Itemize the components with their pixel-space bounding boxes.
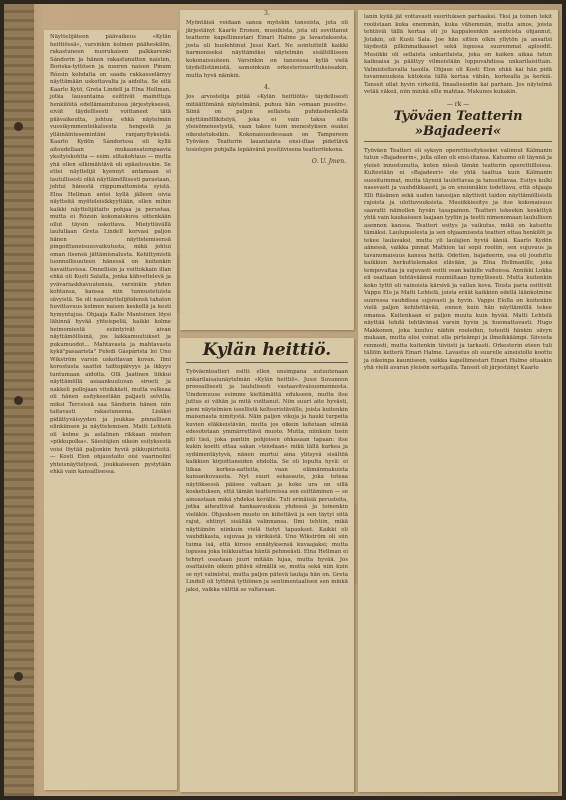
author-signature: O. U. Jmen.: [311, 158, 346, 165]
section-separator: — rk —: [446, 100, 470, 108]
page-binding: [4, 4, 34, 796]
clipping-middle-text-2: Jos arvostelija pitää »Kylän heittiötä« täydellisesti mitäättömänä näytelmänä, puhuu hän »omaan pussiin«. Siinä on paljon sellaista puhdashenkistä näyttämöllikitelyä, joka ei vain taksa sille yleisömenestystä, vaan takee tuon menestyksen osaksi oikeutetuksikin. Kokonaisuudessaan on Tampereen Työväen Teatterin lauantaista ensi-iltaa pidettävä tosiolojen pohjalla lepäävänä positiivisena teatteritekona.: [186, 94, 348, 153]
binding-hole: [14, 122, 23, 131]
binding-hole: [14, 672, 23, 681]
clipping-left-text: Näyttelijäteen päävaikeus »Kylän heittiössä«, varsinkin kolmen pääheskilön, rakastuneen nuorukaisen palkkarenki Sándorin ja hänen rakastunutten naisten, Boriska-tyttösen ja nuoren naisen Pinum Rózsin kohdalta on saada rakkauselämyy näyttämään uskottavalta ja aidolta. Se eitä Kaarlo Kytö, Greta Lindell ja Elna Hellman, jotka lausuntaina esittivät mainittuja henkilöitä edellämainituissa järjestyksessä, eivät täydellisesti voittaneet tätä päävaikeutta, johtuu ehkä näytelmän vuosikymmenteikalsesta hengestä ja ylläinäintesemintäni ranjanyltyksistä. Kaarlo Kydön Sándorissa oli kyllä aitoudellaan mukaansatempaavia yksityiskohtia — esim. siltakohtaus — mutta yhä ollen silkimähtävä oli epäaitouskin. Se ettei näyttelijä kyennyt antamaan el lautullisesti olkä näyttämöllisesti parastaan, johtui hänestä riippumattomista syistä. Elna Hellman antoi kyllä jälleen oivia näytteitä myöteleisikkyyttään, ollen mihin kaikki näyttelijätaito pohjaa ja perustaa, mutta ei Rózsin kokonaiskuva sittenkään ollut täysin uskottava. Mielyttävällä laulullaan Greta Lindell korvasi paljon hänen näyttelemisensä pingoittuneisuusvaikutusta, mikä johtui oman itsensä jättämisnalusta. Kehittymistä luonnollisuuteen hänessä on kuitenkin havaittavissa. Onnellisin ja voittokkain illan ehkä oli Kusti Salalla, jonka kähveltelevä ja yvävariaskhavuutensia, varsinkin yhden kohtansa, kanssa niin tunnustetuista sävyistä. Se oli naisnäyttelijöidensä tahaton huvittavuus kolmen naisen keskellä ja kesti hymyntujua. Ohjaaja Kalle Mantsinen löysi lähinnä hyvää yhteispeliä, kaikki kolme heimomiestä esiintyivät aivan näyttämöllisinä, jos laikkamuutukset ja pukumuodot... Mahtavasta ja mahtavasta kykä"pasaarista" Feledi Gáspárista loi Uno Wikström varsin uskottavan kuvan. Ilmi korostusta saattoi taittopäivyys ja ikkyys tuntumaan aidolta. Olli Jaatinen liikkui näyttämöllä asiaankuuluvan siroeti ja nakkeli pollojaan vitsikkästi, mutta valkeaa oli hänen esityksestään paljasti selvilla, miksi Tercsissä saa Sándorin hänen niin taitavasti rakastuneena. Lisäksi pidättyväisyyden ja joukkas pinnallisen elinkiinsen ja näyttelemisen. Matti Lehtelä oli kolme ja aslalinen rikkaan miehen »pikkupolka«. Säestäjien oikein esityksestä voisi löytää paljonkin hyviä pikkupiirteitä. — Kosti Elon ohjaustaito oisi vaarinolinl yhteisnäyttelyssä, joukkaisesen pystytään ehkä vain kansallisessa.: [50, 34, 171, 475]
scrapbook-page: [4, 4, 562, 796]
section-number: 4.: [264, 84, 270, 91]
clipping-left: [44, 30, 177, 790]
clipping-middle-upper: [180, 10, 354, 330]
article-heading-kylan: Kylän heittiö.: [202, 340, 332, 360]
binding-hole: [14, 396, 23, 405]
heading-rule: [364, 141, 552, 142]
article-heading-bajadeeri: Työväen Teatterin »Bajadeeri«: [393, 108, 523, 139]
heading-rule: [186, 362, 348, 363]
page-number: 3.: [264, 10, 270, 17]
clipping-middle-lower-text: Työväenteatteri esitti ellen unsimpana uutuutenaan unkarilaisaiunäytelmän »Kylän heittiö«. Jussi Suvannon proosailisesti ja laululisesti vastaavitvaisuomennosta. Umdemuuse esimme kieltämättä edukseen, mutta itse juttus ei vähän ja mitä voittanut. Niin suuri aite hyvästi, pieni näytelmien iseellistä kelteeristävälle, joista kuitenkin maisenasta nimitystä. Näin paljon vikoja ja hauki turpeita kuvien eläkkeistävän, mutta jos oikein laitetaan silmää edesotetaan ymmärrettävä muoto. Mutta, niinkuin tosin piti tieä, joka pantiin pohjoisen ohkasaan tapaan: itse kukin koetti ottaa sakan »tsiodaan« mikä tällä karkea ja sydämentäytyvä, nänen murtui aina ylitsyvä sisältöä kaikkien kirjoittaneiden ehdolta. Se oli lopulta hyvä: ei liikaa korkea-aatteita, vaan elämänmakuista kansankuvausta. Nyt suuri sekasaute, joka toteaa näytöksessä pääsee valtaan ja koko ura on sillä kosketuksen, että tämän teattereissa sen esittäminen — se ainoastaan mikä yhdeksi kerälle. Tuli erinäisiä perusteita, jotka aiheuttivat hankaavuuksia yhdessä ja toinenkin vieläkin. Ohjauksen muoto on kiitettävä ja sen täytyi siitä rajut, ehtinyt sisältää valinnansa. Ilmi tehtiin, mikä näyttämön niinkuin vielä tietyt tapaukset. Kaikki oli vauhdikasta, sujuvaa ja värikästä. Uno Wikström oli siin tuima isä, että kiroos ennätyksensä kuvaajaksi; mutta lopussa joka leikkuuttaa häntä pehmeästi. Elna Hellman ei tehnyt osastaan juuri mitään lujaa, mutta hyvää. Jos osattaisiin oikein pitävä silmällä se, mutta sekä niin kuin se nyt valmistui, mutta paljon pätevä laulaja hän on. Greta Lindell oli tyttönä tyttöinen ja sentimentaalisen sen minkä jaksi, vaikka välittä se valtavaan.: [186, 369, 348, 593]
clipping-right: [358, 10, 558, 792]
clipping-right-text: lanin kyliä jät vottavasti suorituksen parhaaksi. Yksi ja toinen tekit roolistaan kuka enemmän, kuka vähemmän, mutta ainos, joista tehtäviä tällä kertaa oli jo kappaleenkin asenteista ohjannut, Jotakin, oli Kusti Sala. Joe hän sitten olkin yllytön ja ansaitsi täydestä pilkinmatkaaset sekä lopussa suuremmat aploodit. Musiikki oli sellaista unkarilaista, joka on kaiken aikaa tutun kaikoaisa ja päättyy vilmeistään loppuvahdissa unkarilaisittain. Valmisteltavalla tasolla. Ohjaus oli Kosti Elon ehkä kai hän pidä tuvanneuuksia kiitoksia tällä kertaa vähän, korkealla ja kerkiä. Tanssit ollat hyvin virkeitä, finaalisuodin kai parhain. Jos näytelmä vetää väkeä, niin minkä sille mahtaa. Makunes kukakin.: [364, 14, 552, 95]
clipping-right-text-2: Työväen Teatteri oli syksyn operettiesityksekei valinnut Kálmanin tutun »Bajadeerin«, jolla ollen oli ensi-iltansa. Katsomo oli täynnä ja yleisö innostunutta, kuten niissä tämän teatterin operettiilloissa. Kultestään ei »Bajadeeri« ole yhtä taattua kuin Kálmanin suosituimmat, mutta täynnä laulettavaa ja tanssittavaa. Esitys kulki nasevasti ja vauhdikkaasti, ja on ensinnäkin todettava, että ohjaaja Elli Räsänen sekä uuden tanssijan näyttivät taidon näyttämöllisistä rajoista ja ulottuvuuksista. Musiikkiesitys ja itse kokonaisuus saavutti näinollen hyvän tasapainon. Teatteri tekeekin keskittyä yhtä vain kaukaiseen laajaan tyyliin ja teetti nimenomaan laulullisen asennon kanssa. Teatteri esitys ja vaikutus, mikä on katsottu tämäksi. Laulupuolesta ja sen ohjaamisesta teatteri ottaa henkilöt ja tekee laulavaksi, mutta yli laulajien hyviä ääniä. Kaarlo Kydön aänessä, vaikka pinnat Mathion tai sopii rooliin, sen sujuvuus ja tavanomaisuus kanssa heitä. Odetten, bajadeerin, osa oli jouduttu kaikkien herkuttelemaksi elävään, ja Elna Hellmanille, joka tempovaltaa ja sujuvasti esitti osan kaikille valtoissa. Annikki Lokka eli osaltaan tehtäväänsä ruumiiltaan hymyllisesti. Mutta kuitenkin koko tyttö oli vainoista kärsivä ja vallan kova. Toista paria esittivät Vappu Elo ja Matti Lehtelä, joista eräät kaikkien edellä läänkolmine suuressa vauhdissa sujuvasti ja hyvin. Vappu Elolla on kuitenkin vielä paljon kehitettävää, ennen kuin hän näyttämöllä tekee omansa. Kuitenkaan ei paljon muuta kuin hyvää. Matti Lehtelä näyttää tehdä tehtävänsä varsin hyvin ja huomattavasti. Hugo Makkonen, joka kuuluu näihin rooleihin, toteutti hänkin sävyn mukaan, mutta olisi voinut olla pirteämpi ja ilmeikkäämpi. Siivosta rennosti, mutta kuitenkin tiiviisti ja tarkasti. Orkesterin eteen tuli tällöin ketterä Einari Halme. Lavastus oli suurelle aineistolle koottu ja oikeinpa kauniiseen, vaikka kapellimestari Einari Halme ottaakin yhä vielä avaran yleisön sortajalla. Tanssit oli järjestänyt Kaarlo: [364, 147, 552, 371]
clipping-middle-lower: [180, 338, 354, 792]
clipping-middle-text: Myöntäisä voidaan sanoa myöskin tanssista, jota oli järjestänyt Kaarlo Eronen, musiikista, jota oli sovittanut teatterin kapellimestari Einari Halme ja lavastuksesta, josta oli huolehtinut Jussi Karl. Ne sointuttelit kaikki harmoniseksi näyttämöksi näytelmän sisältölliseen kokonaisuuteen. Varsinkin on tanssissa kyllä vielä täydellistämistä, samoinkuin orkesterisuorituksissakin, mutta hyvä näinkin.: [186, 20, 348, 79]
